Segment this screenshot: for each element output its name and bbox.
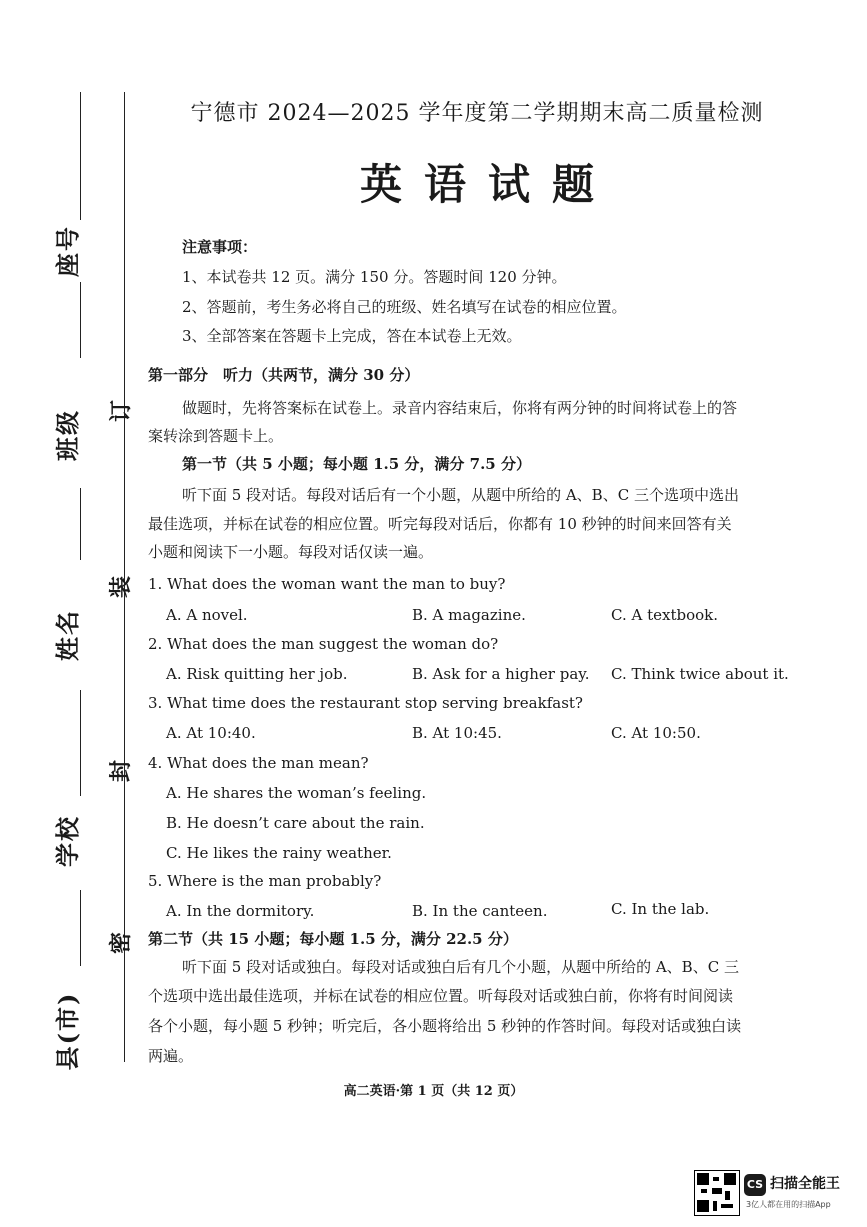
option-b: B. In the canteen. xyxy=(412,902,548,920)
margin-line-outer xyxy=(80,488,81,560)
page-footer: 高二英语·第 1 页（共 12 页） xyxy=(343,1084,524,1099)
school-label: 学校 xyxy=(53,815,82,867)
section2-instructions: 两遍。 xyxy=(148,1047,194,1065)
seal-word-ding: 订 xyxy=(108,400,134,423)
camscanner-app-name: 扫描全能王 xyxy=(770,1176,840,1192)
seat-number-label: 座号 xyxy=(53,225,82,277)
option-c: C. In the lab. xyxy=(611,900,710,918)
notice-item: 2、答题前，考生务必将自己的班级、姓名填写在试卷的相应位置。 xyxy=(182,298,627,316)
part1-intro: 做题时，先将答案标在试卷上。录音内容结束后，你将有两分钟的时间将试卷上的答 xyxy=(182,399,738,417)
notice-item: 1、本试卷共 12 页。满分 150 分。答题时间 120 分钟。 xyxy=(182,268,567,286)
notice-heading: 注意事项： xyxy=(182,238,258,256)
section2-heading: 第二节（共 15 小题；每小题 1.5 分，满分 22.5 分） xyxy=(148,930,518,948)
option-c: C. Think twice about it. xyxy=(611,665,789,683)
section2-instructions: 听下面 5 段对话或独白。每段对话或独白后有几个小题，从题中所给的 A、B、C 三 xyxy=(182,958,739,976)
option-a: A. He shares the woman’s feeling. xyxy=(166,784,427,802)
option-c: C. At 10:50. xyxy=(611,724,701,742)
qr-code-icon xyxy=(694,1170,740,1216)
section1-instructions: 听下面 5 段对话。每段对话后有一个小题，从题中所给的 A、B、C 三个选项中选出 xyxy=(182,486,739,504)
option-a: A. At 10:40. xyxy=(166,724,256,742)
part1-intro: 案转涂到答题卡上。 xyxy=(148,427,284,445)
option-c: C. A textbook. xyxy=(611,606,718,624)
subject-title: 英语试题 xyxy=(360,160,617,209)
section1-heading: 第一节（共 5 小题；每小题 1.5 分，满分 7.5 分） xyxy=(182,455,531,473)
question-stem: 3. What time does the restaurant stop serving breakfast? xyxy=(148,694,583,712)
option-c: C. He likes the rainy weather. xyxy=(166,844,392,862)
part1-heading: 第一部分 听力（共两节，满分 30 分） xyxy=(148,366,420,384)
section2-instructions: 各个小题，每小题 5 秒钟；听完后，各小题将给出 5 秒钟的作答时间。每段对话或独白读 xyxy=(148,1017,742,1035)
question-stem: 4. What does the man mean? xyxy=(148,754,369,772)
option-b: B. At 10:45. xyxy=(412,724,502,742)
seal-word-zhuang: 装 xyxy=(108,576,134,599)
notice-item: 3、全部答案在答题卡上完成，答在本试卷上无效。 xyxy=(182,327,522,345)
class-label: 班级 xyxy=(53,409,82,461)
option-a: A. A novel. xyxy=(166,606,248,624)
option-a: A. Risk quitting her job. xyxy=(166,665,348,683)
section2-instructions: 个选项中选出最佳选项，并标在试卷的相应位置。听每段对话或独白前，你将有时间阅读 xyxy=(148,987,734,1005)
option-b: B. He doesn’t care about the rain. xyxy=(166,814,425,832)
option-b: B. Ask for a higher pay. xyxy=(412,665,590,683)
option-a: A. In the dormitory. xyxy=(166,902,315,920)
camscanner-tagline: 3亿人都在用的扫描App xyxy=(746,1200,831,1209)
question-stem: 5. Where is the man probably? xyxy=(148,872,382,890)
camscanner-logo-icon: CS xyxy=(744,1174,766,1196)
question-stem: 2. What does the man suggest the woman do? xyxy=(148,635,499,653)
exam-title: 宁德市 2024—2025 学年度第二学期期末高二质量检测 xyxy=(190,101,764,126)
section1-instructions: 最佳选项，并标在试卷的相应位置。听完每段对话后，你都有 10 秒钟的时间来回答有关 xyxy=(148,515,732,533)
section1-instructions: 小题和阅读下一小题。每段对话仅读一遍。 xyxy=(148,543,434,561)
county-label: 县(市) xyxy=(53,991,82,1071)
margin-line-outer xyxy=(80,890,81,966)
name-label: 姓名 xyxy=(53,609,82,661)
seal-word-feng: 封 xyxy=(108,760,134,783)
question-stem: 1. What does the woman want the man to buy? xyxy=(148,575,506,593)
option-b: B. A magazine. xyxy=(412,606,526,624)
binding-margin xyxy=(0,0,140,1080)
seal-word-mi: 密 xyxy=(108,932,134,955)
